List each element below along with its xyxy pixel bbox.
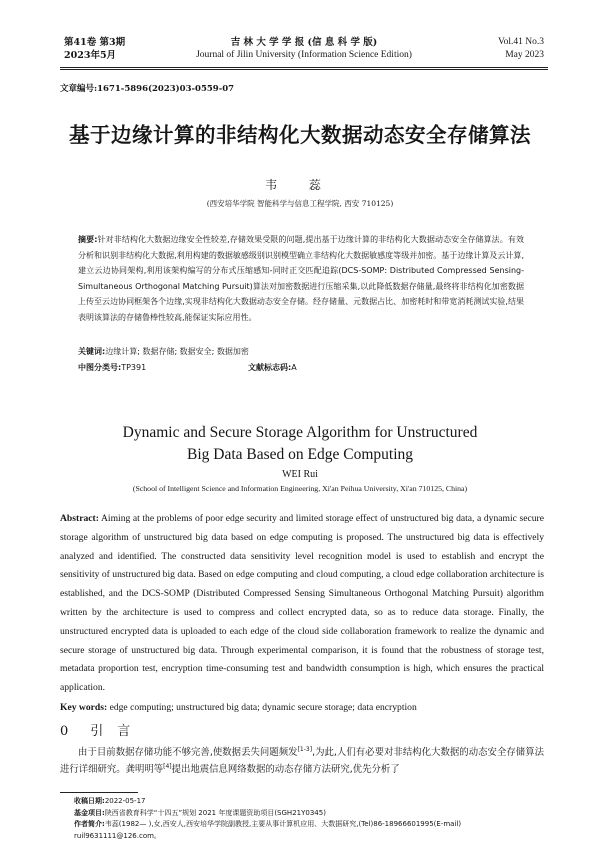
fund-label: 基金项目: [74, 808, 105, 817]
intro-text-2: ,为此,人们有必要对非结构化大数据的动态安全存储算法进行详细研究。龚明明等 [60, 747, 544, 775]
title-cn: 基于边缘计算的非结构化大数据动态安全存储算法 [69, 123, 531, 147]
header-center [64, 36, 544, 62]
keywords-en-label: Key words: [60, 702, 108, 713]
keywords-en [60, 702, 544, 713]
citation-2: [4] [163, 762, 172, 770]
section-number: 0 [60, 724, 69, 739]
doc-code-value: A [291, 363, 297, 372]
footnote-fund [74, 808, 550, 820]
bio-label: 作者简介: [74, 820, 105, 828]
running-header [64, 36, 544, 66]
keywords-cn [78, 346, 524, 357]
title-en [0, 422, 600, 466]
title-en-line1: Dynamic and Secure Storage Algorithm for Unstructured [122, 424, 478, 441]
footnote-rule [60, 792, 138, 793]
volume-issue-en: Vol.41 No.3 [497, 37, 544, 47]
keywords-cn-text: 边缘计算; 数据存储; 数据安全; 数据加密 [105, 347, 249, 356]
fund-text: 陕西省教育科学“十四五”规划 2021 年度课题资助项目(SGH21Y0345) [104, 808, 326, 817]
volume-issue-cn: 第41卷 第3期 [64, 37, 126, 48]
journal-name-cn: 吉 林 大 学 学 报 (信 息 科 学 版) [230, 37, 378, 48]
title-en-line2: Big Data Based on Edge Computing [186, 446, 413, 463]
clc-value: TP391 [121, 363, 147, 372]
journal-name-en: Journal of Jilin University (Information Science Edition) [196, 50, 412, 60]
header-rule-top [60, 67, 548, 68]
author-cn: 韦 蕊 [265, 178, 335, 192]
keywords-en-text: edge computing; unstructured big data; dynamic secure storage; data encryption [109, 702, 417, 713]
abstract-en-label: Abstract: [60, 513, 99, 524]
date-en: May 2023 [505, 50, 544, 60]
citation-1: [1-3] [297, 745, 313, 753]
article-number: 文章编号:1671-5896(2023)03-0559-07 [60, 84, 235, 94]
footnote-received [74, 796, 550, 808]
received-label: 收稿日期: [74, 797, 105, 805]
affiliation-en: (School of Intelligent Science and Information Engineering, Xi'an Peihua University, Xi'an 710125, China) [132, 484, 468, 493]
footnote [74, 796, 550, 842]
intro-paragraph [60, 745, 544, 779]
author-en: WEI Rui [282, 469, 318, 480]
abstract-cn-text: 针对非结构化大数据边缘安全性较差,存储效果受限的问题,提出基于边缘计算的非结构化大数据动态安全存储算法。有效分析和识别非结构化大数据,利用构建的数据敏感级别识别模型确立非结构化大数据敏感度等级并加密。基于边缘计算及云计算,建立云边协同架构,利用该架构编写的分布式压缩感知-同时正交匹配追踪(DCS-SOMP: Distributed Compressed Sensing-Simultaneous Orthogonal Matching Pursuit)算法对加密数据进行压缩采集,以此降低数据存储量,最终将非结构化加密数据上传至云边协同框架各个边缘,实现非结构化大数据动态安全存储。经存储量、元数据占比、加密耗时和带宽消耗测试实验,结果表明该算法的存储鲁棒性较高,能保证实际应用性。 [78, 235, 524, 322]
footnote-bio [74, 819, 550, 842]
header-right [498, 36, 544, 62]
intro-text-1: 由于目前数据存储功能不够完善,使数据丢失问题频发 [78, 747, 298, 758]
date-cn: 2023年5月 [64, 50, 117, 61]
received-date: 2022-05-17 [104, 797, 146, 805]
abstract-cn-label: 摘要: [78, 235, 98, 244]
header-rule-bottom [60, 69, 548, 70]
keywords-cn-label: 关键词: [78, 347, 106, 356]
clc-label: 中图分类号: [78, 363, 122, 372]
section-heading [60, 720, 144, 739]
abstract-en [60, 510, 544, 698]
affiliation-cn: (西安培华学院 智能科学与信息工程学院, 西安 710125) [206, 199, 394, 208]
intro-text-3: 提出地震信息网络数据的动态存储方法研究,优先分析了 [171, 763, 400, 775]
classification-line [78, 362, 524, 373]
section-title: 引言 [90, 724, 145, 739]
doc-code-label: 文献标志码: [248, 363, 292, 372]
abstract-en-text: Aiming at the problems of poor edge security and limited storage effect of unstructured big data, a dynamic secure storage algorithm of unstructured big data based on edge computing is proposed. The unstructured big data is effectively analyzed and identified. The constructed data sensitivity level recognition model is used to establish and encrypt the sensitivity of unstructured big data. Based on edge computing and cloud computing, a cloud edge collaboration architecture is established, and the DCS-SOMP (Distributed Compressed Sensing Simultaneous Orthogonal Matching Pursuit) algorithm written by the architecture is used to compress and collect encrypted data, so as to reduce data storage. Finally, the unstructured encrypted data is uploaded to each edge of the cloud side collaboration framework to realize the dynamic and secure storage of unstructured big data. Through experimental comparison, it is found that the robustness of storage test, metadata proportion test, encryption time-consuming test and bandwidth consumption is high, which ensures the practical application. [60, 513, 544, 694]
abstract-cn [78, 232, 524, 326]
bio-text: 韦蕊(1982— ),女,西安人,西安培华学院副教授,主要从事计算机应用、大数据研究,(Tel)86-18966601995(E-mail) ruil9631111@126.com。 [74, 820, 462, 840]
